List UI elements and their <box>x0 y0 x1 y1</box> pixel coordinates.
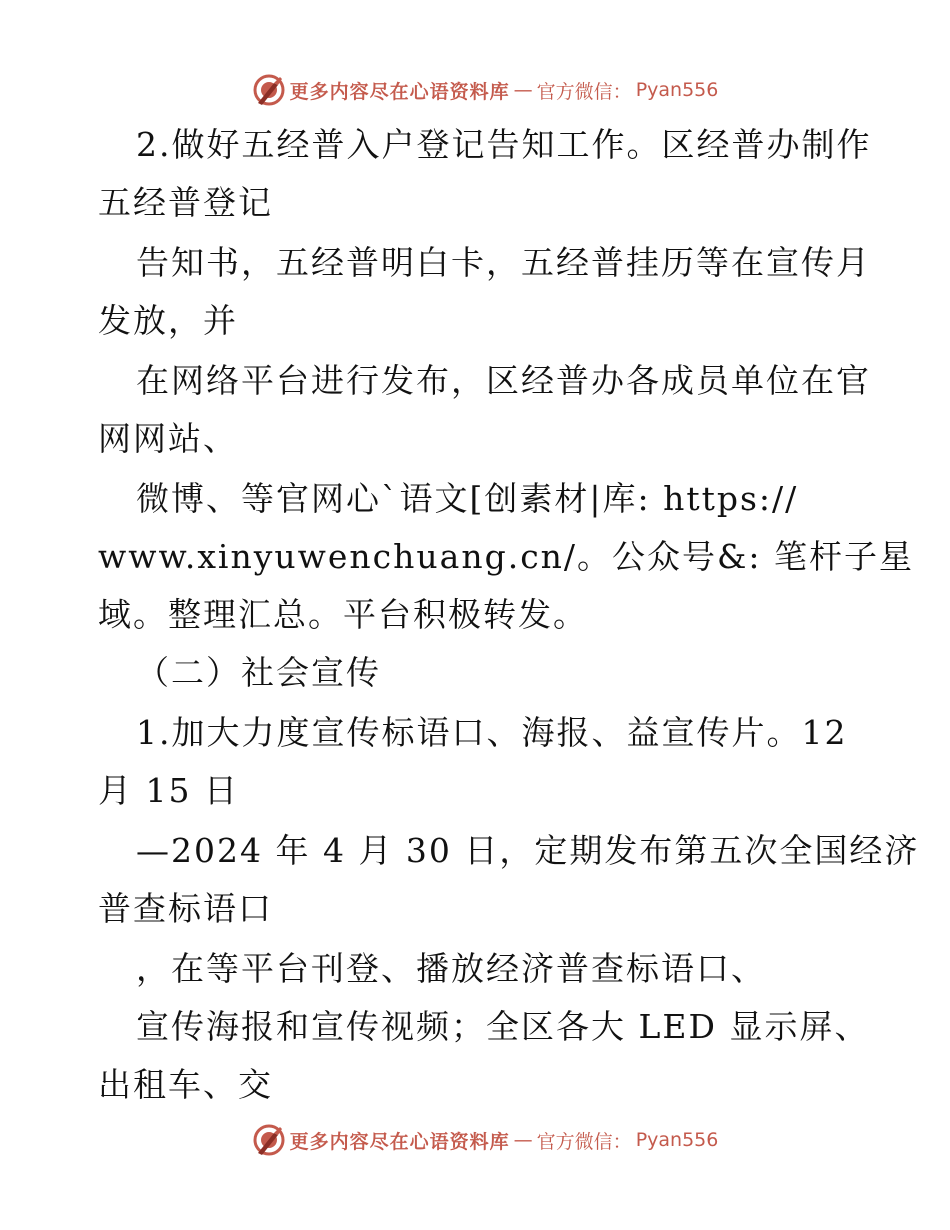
text-line: 在网络平台进行发布，区经普办各成员单位在官 <box>136 361 871 400</box>
footer-banner-inner <box>252 1123 719 1157</box>
text-line: 发放，并 <box>98 301 238 340</box>
banner-wechat-label: 官方微信： <box>536 1130 632 1153</box>
text-line: www.xinyuwenchuang.cn/。公众号&: 笔杆子星 <box>98 537 915 576</box>
text-line: 告知书，五经普明白卡，五经普挂历等在宣传月 <box>136 243 871 282</box>
banner-wechat-id: Pyan556 <box>635 79 719 101</box>
text-line: 1.加大力度宣传标语口、海报、益宣传片。12 <box>136 713 848 752</box>
header-banner <box>0 70 950 110</box>
text-line: 微博、等官网心`语文[创素材|库: https:// <box>136 479 799 518</box>
banner-separator: — <box>513 79 533 101</box>
banner-title: 更多内容尽在心语资料库 <box>289 80 510 103</box>
text-line: 五经普登记 <box>98 183 273 222</box>
text-line: 网网站、 <box>98 419 238 458</box>
text-line: 出租车、交 <box>98 1065 273 1104</box>
banner-wechat-label: 官方微信： <box>536 80 632 103</box>
header-banner-inner <box>252 73 719 107</box>
banner-separator: — <box>513 1129 533 1151</box>
pen-logo-icon <box>252 73 286 107</box>
footer-banner <box>0 1120 950 1160</box>
banner-title: 更多内容尽在心语资料库 <box>289 1130 510 1153</box>
text-line: 月 15 日 <box>98 771 239 810</box>
text-line: 普查标语口 <box>98 889 273 928</box>
text-line: ，在等平台刊登、播放经济普查标语口、 <box>136 949 766 988</box>
pen-logo-icon <box>252 1123 286 1157</box>
section-heading: （二）社会宣传 <box>136 653 381 692</box>
text-line: 域。整理汇总。平台积极转发。 <box>98 595 588 634</box>
text-line: 2.做好五经普入户登记告知工作。区经普办制作 <box>136 125 872 164</box>
text-line: 宣传海报和宣传视频；全区各大 LED 显示屏、 <box>136 1007 870 1046</box>
banner-wechat-id: Pyan556 <box>635 1129 719 1151</box>
text-line: —2024 年 4 月 30 日，定期发布第五次全国经济 <box>136 831 920 870</box>
